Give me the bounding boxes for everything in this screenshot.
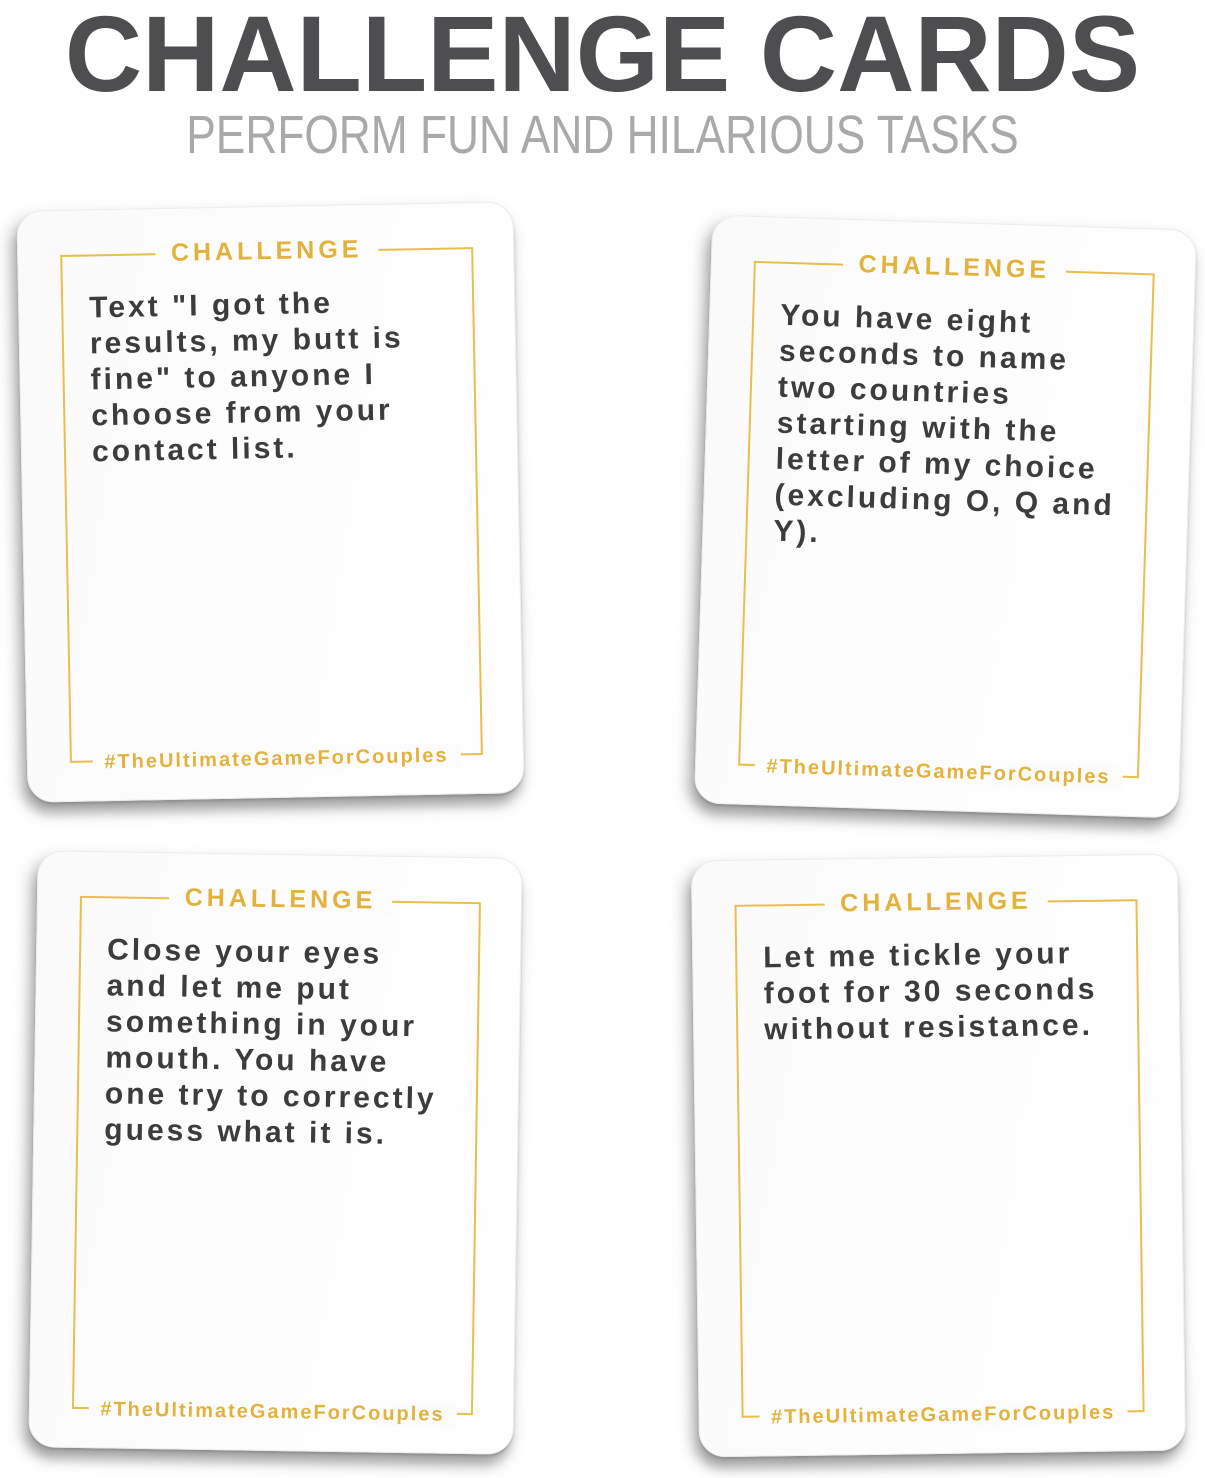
card-footer-hashtag: #TheUltimateGameForCouples [92,743,461,774]
card-body-text: Close your eyes and let me put something in your mouth. You have one try to correctly guess what it is. [104,933,437,1151]
card-header-label: CHALLENGE [842,249,1066,286]
page-title: CHALLENGE CARDS [64,0,1141,114]
card-footer-hashtag: #TheUltimateGameForCouples [759,1400,1128,1429]
card-header-label: CHALLENGE [155,234,379,268]
card-header-label: CHALLENGE [824,885,1048,918]
card-frame [734,886,1144,1429]
card-body-text: Let me tickle your foot for 30 seconds without resistance. [762,937,1098,1047]
challenge-card-2 [694,215,1197,819]
card-footer-hashtag: #TheUltimateGameForCouples [754,754,1123,790]
card-body-text: You have eight seconds to name two countries starting with the letter of my choice (excluding O, Q and Y). [772,298,1116,550]
challenge-card-1 [16,201,524,802]
challenge-card-4 [691,854,1186,1458]
card-body-text: Text "I got the results, my butt is fine" to anyone I choose from your contact list. [88,286,404,469]
card-frame [72,883,481,1426]
card-footer-hashtag: #TheUltimateGameForCouples [88,1397,457,1427]
card-frame [60,235,483,774]
card-frame [738,250,1155,789]
card-header-label: CHALLENGE [168,882,392,916]
challenge-card-3 [28,850,522,1455]
page-subtitle: PERFORM FUN AND HILARIOUS TASKS [186,105,1019,165]
